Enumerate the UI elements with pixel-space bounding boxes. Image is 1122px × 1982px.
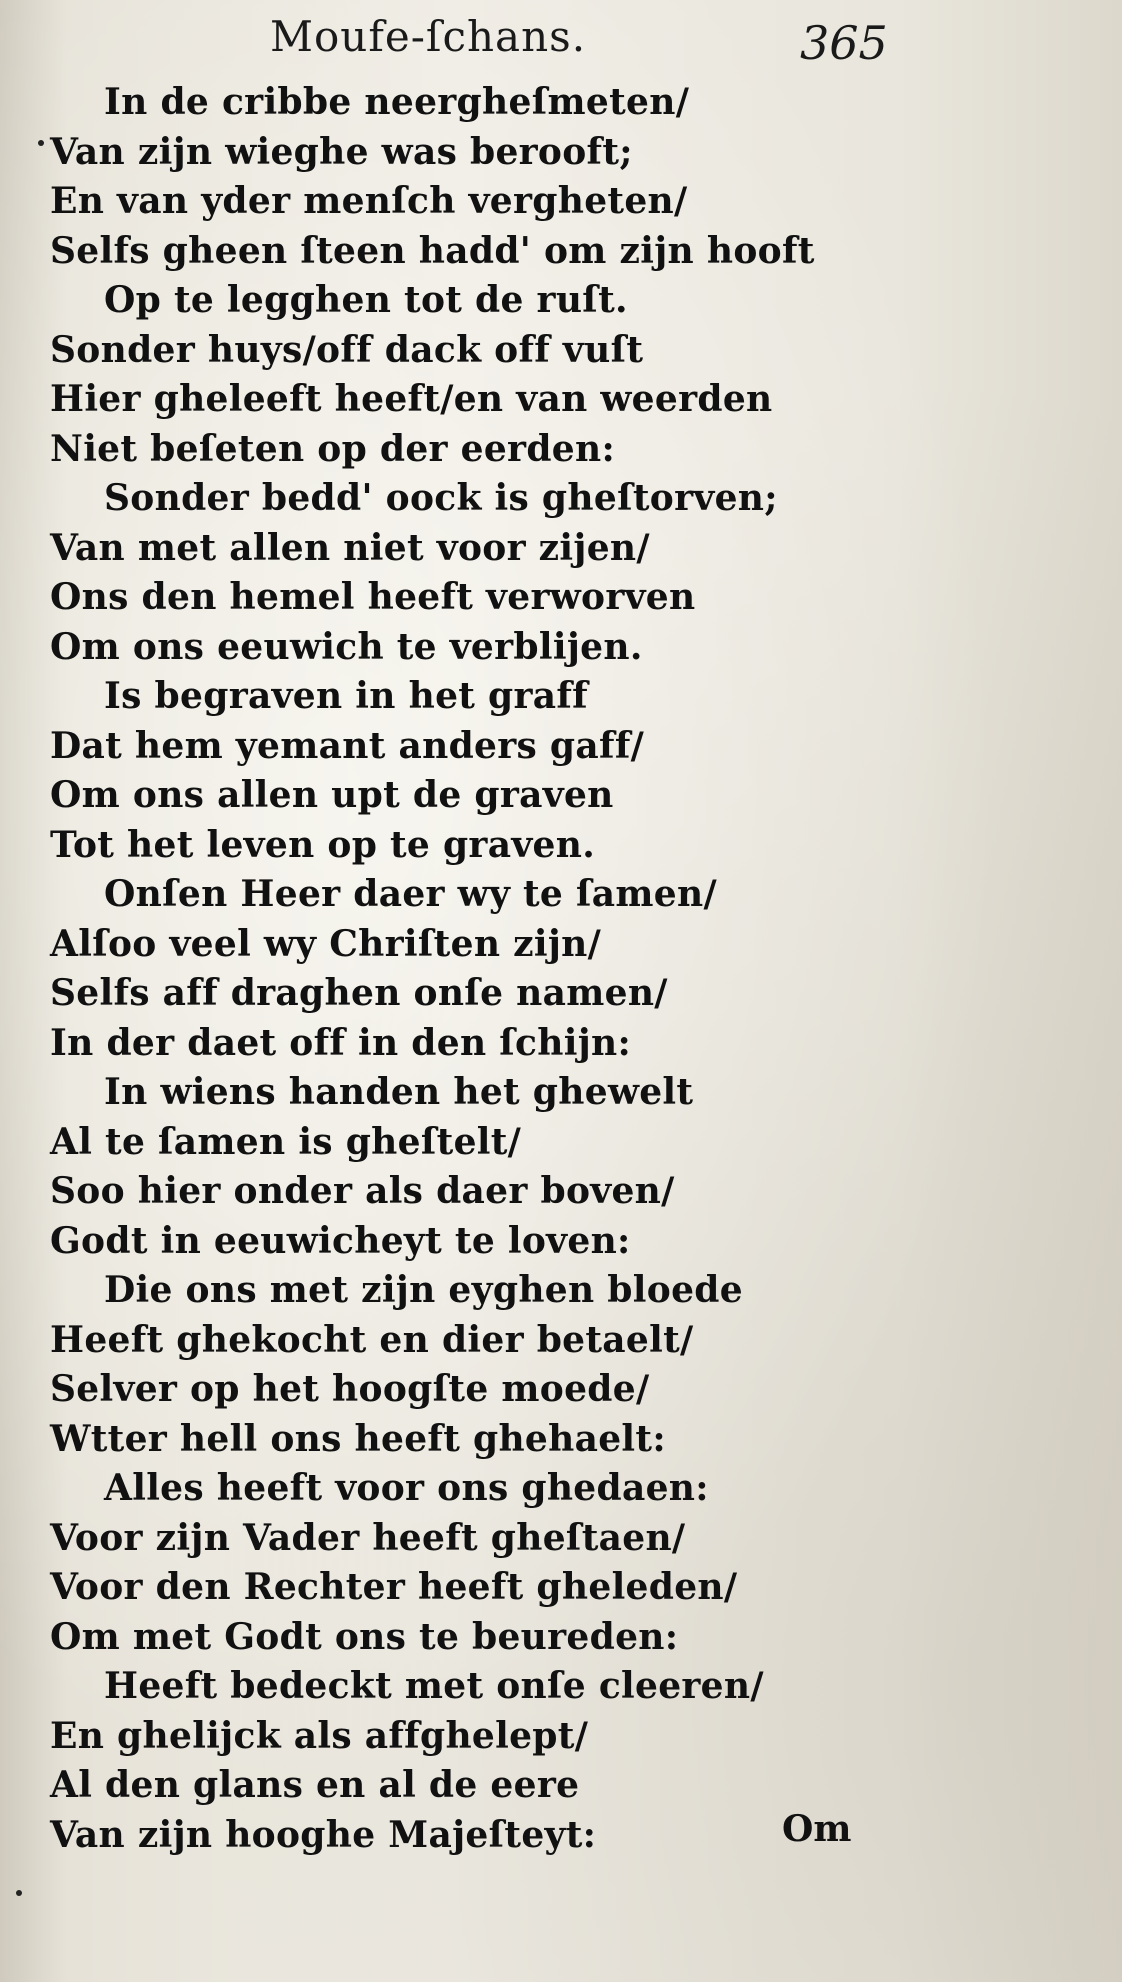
margin-mark [38, 140, 44, 146]
verse-line: Selfs gheen ſteen hadd' om zijn hooft [50, 229, 815, 272]
verse-line: Heeft bedeckt met onſe cleeren/ [104, 1665, 764, 1707]
verse-line: Op te legghen tot de ruſt. [104, 279, 628, 321]
verse-line: Om ons allen upt de graven [50, 774, 614, 816]
verse-line: In der daet off in den ſchijn: [50, 1021, 632, 1064]
verse-line: Alles heeft voor ons ghedaen: [104, 1467, 709, 1509]
verse-line: Selver op het hoogſte moede/ [50, 1368, 650, 1410]
verse-line: Selfs aff draghen onſe namen/ [50, 972, 668, 1014]
verse-line: Is begraven in het graff [104, 675, 588, 717]
page-number: 365 [800, 16, 888, 70]
catchword: Om [782, 1808, 852, 1850]
verse-line: Niet beſeten op der eerden: [50, 427, 616, 470]
verse-line: Dat hem yemant anders gaff/ [50, 724, 645, 767]
verse-line: Hier gheleeft heeft/en van weerden [50, 378, 773, 420]
verse-line: Al te ſamen is gheſtelt/ [50, 1120, 522, 1163]
verse-line: En ghelijck als affghelept/ [50, 1714, 589, 1757]
verse-line: Alſoo veel wy Chriſten zijn/ [50, 922, 602, 965]
verse-line: Soo hier onder als daer boven/ [50, 1170, 675, 1212]
verse-line: Wtter hell ons heeft ghehaelt: [50, 1417, 666, 1460]
verse-line: En van yder menſch vergheten/ [50, 180, 688, 222]
running-title: Moufe-ſchans. [270, 12, 587, 61]
verse-line: Heeft ghekocht en dier betaelt/ [50, 1318, 694, 1361]
verse-line: Godt in eeuwicheyt te loven: [50, 1219, 631, 1262]
verse-line: Sonder huys/off dack off vuſt [50, 328, 644, 371]
verse-line: Die ons met zijn eyghen bloede [104, 1269, 743, 1311]
verse-line: Sonder bedd' oock is gheſtorven; [104, 477, 778, 519]
verse-line: Ons den hemel heeft verworven [50, 576, 696, 618]
margin-mark [16, 1890, 22, 1896]
verse-line: Van zijn hooghe Majeſteyt: [50, 1813, 597, 1856]
verse-line: In wiens handen het ghewelt [104, 1071, 694, 1113]
verse-line: Al den glans en al de eere [50, 1764, 580, 1806]
verse-line: Voor zijn Vader heeft gheſtaen/ [50, 1516, 686, 1559]
verse-line: Om met Godt ons te beureden: [50, 1615, 679, 1658]
verse-line: Onſen Heer daer wy te ſamen/ [104, 873, 717, 915]
verse-line: In de cribbe neergheſmeten/ [104, 81, 690, 123]
verse-line: Tot het leven op te graven. [50, 823, 596, 866]
verse-line: Van zijn wieghe was berooft; [50, 130, 633, 173]
verse-line: Van met allen niet voor zijen/ [50, 526, 650, 569]
verse-block [50, 78, 950, 1860]
verse-line: Voor den Rechter heeft gheleden/ [50, 1566, 738, 1608]
verse-line: Om ons eeuwich te verblijen. [50, 625, 643, 668]
